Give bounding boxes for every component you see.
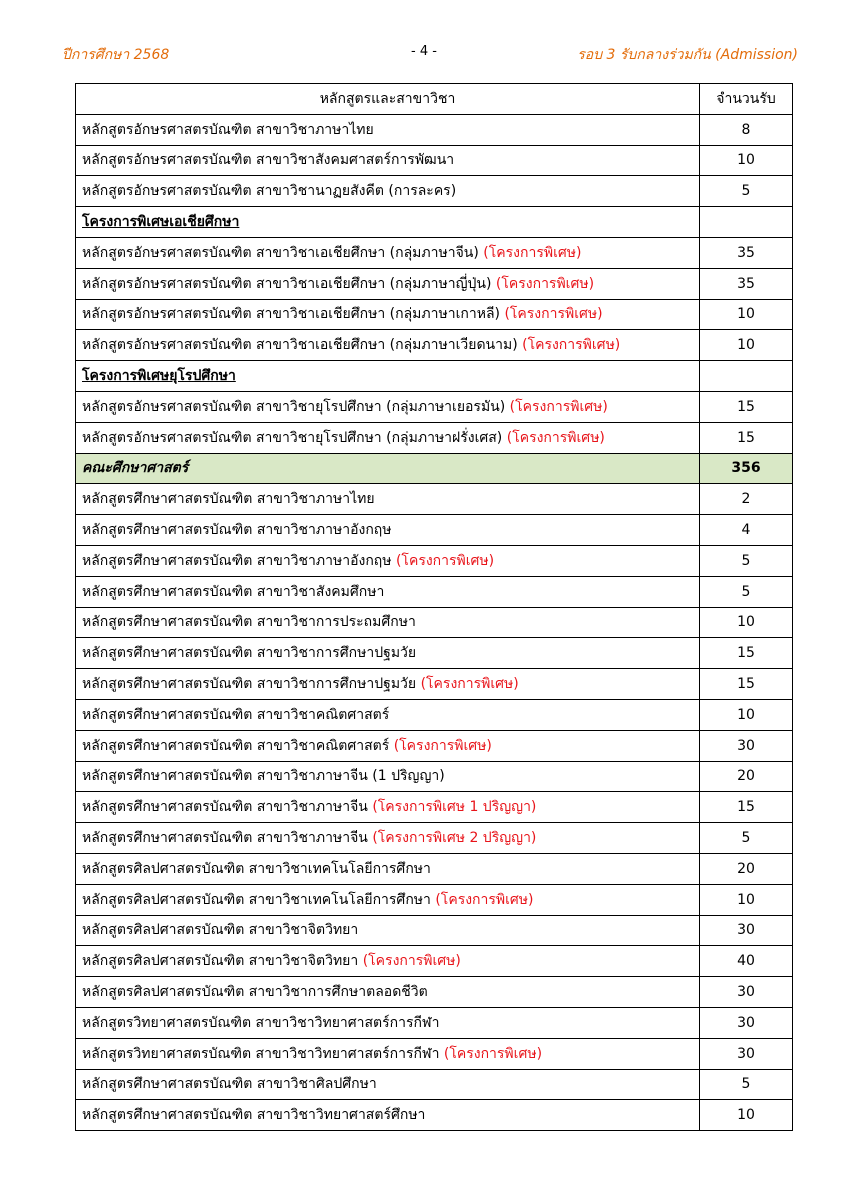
table-row [76, 114, 793, 145]
admission-count: 5 [700, 545, 793, 576]
program-cell [76, 884, 700, 915]
program-name: หลักสูตรอักษรศาสตรบัณฑิต สาขาวิชาเอเชียศึกษา (กลุ่มภาษาเวียดนาม) [82, 337, 523, 354]
program-name: หลักสูตรอักษรศาสตรบัณฑิต สาขาวิชานาฏยสังคีต (การละคร) [82, 183, 457, 200]
program-name: หลักสูตรศึกษาศาสตรบัณฑิต สาขาวิชาวิทยาศาสตร์ศึกษา [82, 1107, 426, 1124]
admission-count: 4 [700, 515, 793, 546]
program-name: หลักสูตรศึกษาศาสตรบัณฑิต สาขาวิชาภาษาจีน [82, 799, 373, 816]
program-name: หลักสูตรศิลปศาสตรบัณฑิต สาขาวิชาเทคโนโลยีการศึกษา [82, 860, 431, 877]
admission-count: 20 [700, 853, 793, 884]
table-row [76, 699, 793, 730]
program-cell [76, 823, 700, 854]
program-cell [76, 1069, 700, 1100]
admission-round: รอบ 3 รับกลางร่วมกัน (Admission) [577, 47, 798, 63]
table-row [76, 730, 793, 761]
program-cell [76, 484, 700, 515]
special-program-note: (โครงการพิเศษ) [522, 337, 621, 354]
page-number: - 4 - [411, 44, 437, 59]
program-name: หลักสูตรวิทยาศาสตรบัณฑิต สาขาวิชาวิทยาศาสตร์การกีฬา [82, 1045, 444, 1062]
special-program-note: (โครงการพิเศษ) [393, 737, 492, 754]
program-name: คณะศึกษาศาสตร์ [82, 460, 189, 477]
table-row [76, 330, 793, 361]
table-row [76, 268, 793, 299]
program-cell [76, 669, 700, 700]
special-program-note: (โครงการพิเศษ) [395, 552, 495, 569]
program-name: หลักสูตรอักษรศาสตรบัณฑิต สาขาวิชาเอเชียศึกษา (กลุ่มภาษาเกาหลี) [82, 306, 505, 323]
table-row [76, 792, 793, 823]
table-row [76, 669, 793, 700]
admission-count: 15 [700, 638, 793, 669]
program-name: หลักสูตรอักษรศาสตรบัณฑิต สาขาวิชายุโรปศึกษา (กลุ่มภาษาเยอรมัน) [82, 398, 510, 415]
column-header-course: หลักสูตรและสาขาวิชา [76, 84, 700, 115]
admission-count: 5 [700, 576, 793, 607]
special-program-note: (โครงการพิเศษ 1 ปริญญา) [372, 799, 537, 816]
special-program-note: (โครงการพิเศษ 2 ปริญญา) [372, 830, 537, 847]
program-name: หลักสูตรศึกษาศาสตรบัณฑิต สาขาวิชาภาษาอังกฤษ [82, 522, 392, 539]
table-row [76, 237, 793, 268]
special-program-note: (โครงการพิเศษ) [435, 891, 534, 908]
program-cell [76, 237, 700, 268]
table-header-row [76, 84, 793, 115]
admission-count: 40 [700, 946, 793, 977]
program-cell [76, 607, 700, 638]
admission-count: 5 [700, 1069, 793, 1100]
program-cell [76, 977, 700, 1008]
program-cell [76, 915, 700, 946]
page-header [0, 44, 848, 64]
admission-count: 356 [700, 453, 793, 484]
table-row [76, 391, 793, 422]
admission-count [700, 207, 793, 238]
program-cell [76, 515, 700, 546]
admission-count: 35 [700, 237, 793, 268]
program-cell [76, 1100, 700, 1131]
column-header-count: จำนวนรับ [700, 84, 793, 115]
program-name: หลักสูตรศึกษาศาสตรบัณฑิต สาขาวิชาคณิตศาสตร์ [82, 706, 390, 723]
special-program-note: (โครงการพิเศษ) [443, 1045, 543, 1062]
program-name: หลักสูตรศึกษาศาสตรบัณฑิต สาขาวิชาภาษาจีน (1 ปริญญา) [82, 768, 445, 785]
table-row [76, 176, 793, 207]
admission-table [75, 83, 793, 1131]
admission-count: 2 [700, 484, 793, 515]
table-row [76, 1100, 793, 1131]
table-row [76, 607, 793, 638]
admission-count: 30 [700, 1038, 793, 1069]
admission-count: 8 [700, 114, 793, 145]
table-row [76, 638, 793, 669]
program-cell [76, 1007, 700, 1038]
program-name: หลักสูตรศึกษาศาสตรบัณฑิต สาขาวิชาการศึกษาปฐมวัย [82, 645, 417, 662]
section-row [76, 361, 793, 392]
program-name: หลักสูตรศึกษาศาสตรบัณฑิต สาขาวิชาการศึกษาปฐมวัย [82, 676, 421, 693]
program-name: หลักสูตรศิลปศาสตรบัณฑิต สาขาวิชาจิตวิทยา [82, 922, 359, 939]
special-program-note: (โครงการพิเศษ) [483, 244, 582, 261]
admission-count: 15 [700, 391, 793, 422]
program-cell [76, 946, 700, 977]
program-name: หลักสูตรศึกษาศาสตรบัณฑิต สาขาวิชาภาษาอังกฤษ [82, 552, 396, 569]
program-name: หลักสูตรศึกษาศาสตรบัณฑิต สาขาวิชาภาษาจีน [82, 830, 373, 847]
table-row [76, 545, 793, 576]
academic-year: ปีการศึกษา 2568 [62, 47, 170, 63]
admission-count: 30 [700, 730, 793, 761]
special-program-note: (โครงการพิเศษ) [509, 398, 608, 415]
program-cell [76, 299, 700, 330]
table-row [76, 761, 793, 792]
program-name: หลักสูตรอักษรศาสตรบัณฑิต สาขาวิชาสังคมศาสตร์การพัฒนา [82, 152, 455, 169]
table-body [76, 114, 793, 1130]
admission-count: 30 [700, 915, 793, 946]
program-name: หลักสูตรอักษรศาสตรบัณฑิต สาขาวิชาเอเชียศึกษา (กลุ่มภาษาจีน) [82, 244, 484, 261]
program-cell [76, 176, 700, 207]
special-program-note: (โครงการพิเศษ) [420, 676, 519, 693]
table-row [76, 299, 793, 330]
table-row [76, 1007, 793, 1038]
program-cell [76, 422, 700, 453]
table-row [76, 576, 793, 607]
admission-count: 10 [700, 607, 793, 638]
table-row [76, 853, 793, 884]
program-cell [76, 145, 700, 176]
admission-count: 10 [700, 699, 793, 730]
admission-count: 30 [700, 1007, 793, 1038]
program-cell [76, 114, 700, 145]
program-cell [76, 330, 700, 361]
admission-count: 20 [700, 761, 793, 792]
program-cell [76, 730, 700, 761]
table-row [76, 884, 793, 915]
program-cell [76, 853, 700, 884]
admission-count: 15 [700, 792, 793, 823]
program-name: โครงการพิเศษยุโรปศึกษา [82, 368, 236, 385]
program-cell [76, 638, 700, 669]
table-row [76, 484, 793, 515]
program-cell [76, 391, 700, 422]
table-row [76, 915, 793, 946]
program-name: หลักสูตรอักษรศาสตรบัณฑิต สาขาวิชาภาษาไทย [82, 121, 374, 138]
program-cell [76, 761, 700, 792]
program-cell [76, 792, 700, 823]
table-row [76, 823, 793, 854]
program-name: หลักสูตรศึกษาศาสตรบัณฑิต สาขาวิชาศิลปศึกษา [82, 1076, 377, 1093]
program-cell [76, 361, 700, 392]
section-row [76, 207, 793, 238]
program-name: หลักสูตรศึกษาศาสตรบัณฑิต สาขาวิชาสังคมศึกษา [82, 583, 385, 600]
program-name: หลักสูตรศึกษาศาสตรบัณฑิต สาขาวิชาภาษาไทย [82, 491, 375, 508]
program-cell [76, 545, 700, 576]
admission-count: 10 [700, 299, 793, 330]
table-row [76, 1038, 793, 1069]
program-name: หลักสูตรศิลปศาสตรบัณฑิต สาขาวิชาการศึกษาตลอดชีวิต [82, 984, 428, 1000]
program-cell [76, 268, 700, 299]
admission-count: 15 [700, 669, 793, 700]
admission-count: 15 [700, 422, 793, 453]
program-cell [76, 576, 700, 607]
program-cell [76, 699, 700, 730]
table-row [76, 515, 793, 546]
program-cell [76, 207, 700, 238]
program-name: หลักสูตรศิลปศาสตรบัณฑิต สาขาวิชาเทคโนโลยีการศึกษา [82, 891, 436, 908]
admission-count: 10 [700, 884, 793, 915]
admission-count: 10 [700, 1100, 793, 1131]
program-name: โครงการพิเศษเอเชียศึกษา [82, 214, 240, 231]
admission-count: 10 [700, 145, 793, 176]
faculty-row [76, 453, 793, 484]
special-program-note: (โครงการพิเศษ) [506, 429, 605, 446]
program-name: หลักสูตรศึกษาศาสตรบัณฑิต สาขาวิชาคณิตศาสตร์ [82, 737, 394, 754]
admission-count: 5 [700, 823, 793, 854]
special-program-note: (โครงการพิเศษ) [504, 306, 603, 323]
program-name: หลักสูตรศึกษาศาสตรบัณฑิต สาขาวิชาการประถมศึกษา [82, 614, 416, 631]
table-row [76, 977, 793, 1008]
admission-count [700, 361, 793, 392]
admission-count: 30 [700, 977, 793, 1008]
program-name: หลักสูตรอักษรศาสตรบัณฑิต สาขาวิชาเอเชียศึกษา (กลุ่มภาษาญี่ปุ่น) [82, 275, 496, 292]
admission-count: 5 [700, 176, 793, 207]
admission-count: 35 [700, 268, 793, 299]
table-row [76, 145, 793, 176]
special-program-note: (โครงการพิเศษ) [362, 953, 461, 970]
program-cell [76, 453, 700, 484]
special-program-note: (โครงการพิเศษ) [495, 275, 595, 292]
table-row [76, 946, 793, 977]
admission-count: 10 [700, 330, 793, 361]
program-cell [76, 1038, 700, 1069]
table-row [76, 1069, 793, 1100]
program-name: หลักสูตรศิลปศาสตรบัณฑิต สาขาวิชาจิตวิทยา [82, 953, 363, 970]
program-name: หลักสูตรอักษรศาสตรบัณฑิต สาขาวิชายุโรปศึกษา (กลุ่มภาษาฝรั่งเศส) [82, 429, 507, 446]
table-row [76, 422, 793, 453]
program-name: หลักสูตรวิทยาศาสตรบัณฑิต สาขาวิชาวิทยาศาสตร์การกีฬา [82, 1014, 440, 1031]
